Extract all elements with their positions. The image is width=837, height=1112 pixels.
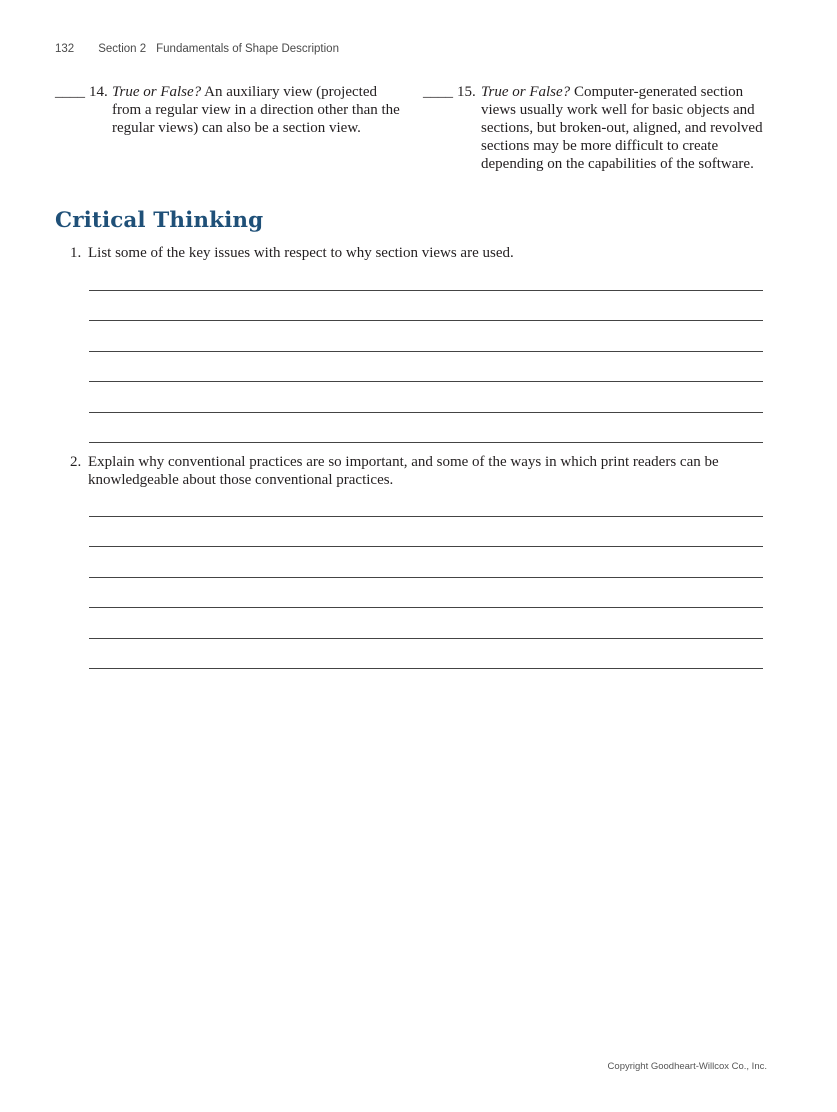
copyright-notice: Copyright Goodheart-Willcox Co., Inc. [607, 1061, 767, 1072]
answer-line[interactable] [89, 546, 763, 547]
question-text [481, 83, 768, 173]
answer-blank[interactable]: ____ [55, 84, 85, 100]
answer-line[interactable] [89, 290, 763, 291]
question-14 [55, 83, 400, 143]
answer-line[interactable] [89, 320, 763, 321]
answer-line[interactable] [89, 351, 763, 352]
question-text [112, 83, 402, 137]
running-head [55, 43, 339, 55]
item-text: Explain why conventional practices are so important, and some of the ways in which print readers can be knowledgeable about those conventional practices. [88, 454, 719, 488]
question-15 [423, 83, 768, 193]
question-body: An auxiliary view (projected from a regular view in a direction other than the regular views) can also be a section view. [112, 84, 400, 136]
section-label: Section 2 [98, 43, 147, 55]
item-number: 2. [70, 454, 82, 470]
section-heading: Critical Thinking [55, 208, 264, 233]
answer-line[interactable] [89, 577, 763, 578]
answer-line[interactable] [89, 607, 763, 608]
chapter-title: Fundamentals of Shape Description [156, 43, 339, 55]
page-number: 132 [55, 43, 75, 55]
answer-blank[interactable]: ____ [423, 84, 453, 100]
question-number: 15. [457, 84, 476, 100]
answer-line[interactable] [89, 516, 763, 517]
answer-line[interactable] [89, 412, 763, 413]
item-text: List some of the key issues with respect to why section views are used. [88, 245, 514, 261]
answer-line[interactable] [89, 381, 763, 382]
true-false-label: True or False? [481, 84, 571, 100]
question-number: 14. [89, 84, 108, 100]
true-false-label: True or False? [112, 84, 202, 100]
answer-line[interactable] [89, 668, 763, 669]
answer-line[interactable] [89, 638, 763, 639]
question-body: Computer-generated section views usually work well for basic objects and sections, but broken-out, aligned, and revolved sections may be more difficult to create depending on the capabilities of the software. [481, 84, 763, 172]
answer-line[interactable] [89, 442, 763, 443]
item-number: 1. [70, 245, 82, 261]
